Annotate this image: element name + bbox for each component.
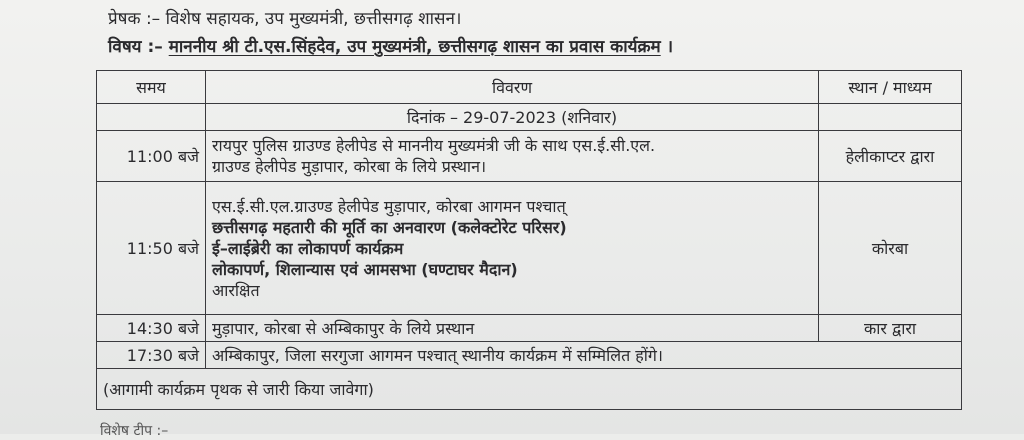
subject-value: माननीय श्री टी.एस.सिंहदेव, उप मुख्यमंत्री, छत्तीसगढ़ शासन का प्रवास कार्यक्रम: [168, 37, 661, 57]
details-line: छत्तीसगढ़ महतारी की मूर्ति का अनवारण (कलेक्टोरेट परिसर): [212, 217, 567, 237]
details-line: ग्राउण्ड हेलीपेड मुड़ापार, कोरबा के लिये प्रस्थान।: [212, 157, 487, 176]
col-header-place: स्थान / माध्यम: [819, 71, 962, 104]
time-cell: 17:30 बजे: [97, 342, 206, 369]
details-line: मुड़ापार, कोरबा से अम्बिकापुर के लिये प्रस्थान: [212, 318, 475, 338]
col-header-time: समय: [97, 71, 206, 104]
subject-label: विषय :–: [108, 37, 163, 57]
footer-text: विशेष टीप :–: [100, 423, 169, 439]
col-header-details: विवरण: [206, 71, 819, 104]
subject-line: [108, 34, 673, 57]
place-cell: कोरबा: [819, 182, 962, 315]
details-cell: [206, 315, 819, 342]
details-line: ई–लाईब्रेरी का लोकापर्ण कार्यक्रम: [212, 238, 404, 258]
schedule-table: [96, 70, 962, 410]
details-cell: [206, 182, 819, 315]
time-cell: 11:00 बजे: [97, 131, 206, 182]
date-row-empty-place: [819, 104, 962, 131]
sender-line: [108, 6, 461, 29]
place-cell: कार द्वारा: [819, 315, 962, 342]
note-row: [97, 369, 962, 410]
details-line: आरक्षित: [212, 280, 260, 300]
sender-label: प्रेषक :–: [108, 9, 161, 29]
subject-end: ।: [666, 37, 674, 57]
sender-value: विशेष सहायक, उप मुख्यमंत्री, छत्तीसगढ़ शासन।: [165, 9, 462, 29]
table-row: [97, 182, 962, 315]
date-row: [97, 104, 962, 131]
table-header-row: [97, 71, 962, 104]
details-cell: [206, 131, 819, 182]
place-cell: हेलीकाप्टर द्वारा: [819, 131, 962, 182]
time-cell: 14:30 बजे: [97, 315, 206, 342]
table-row: [97, 131, 962, 182]
time-cell: 11:50 बजे: [97, 182, 206, 315]
table-row: [97, 315, 962, 342]
details-line: रायपुर पुलिस ग्राउण्ड हेलीपेड से माननीय मुख्यमंत्री जी के साथ एस.ई.सी.एल.: [212, 136, 656, 155]
details-line: एस.ई.सी.एल.ग्राउण्ड हेलीपेड मुड़ापार, कोरबा आगमन पश्चात्: [212, 196, 566, 216]
date-cell: दिनांक – 29-07-2023 (शनिवार): [206, 104, 819, 131]
details-line: लोकापर्ण, शिलान्यास एवं आमसभा (घण्टाघर मैदान): [212, 259, 518, 279]
date-row-empty-time: [97, 104, 206, 131]
note-cell: (आगामी कार्यक्रम पृथक से जारी किया जावेगा): [97, 369, 962, 410]
details-cell: [206, 342, 962, 369]
details-line: अम्बिकापुर, जिला सरगुजा आगमन पश्चात् स्थानीय कार्यक्रम में सम्मिलित होंगे।: [212, 345, 663, 365]
table-row: [97, 342, 962, 369]
